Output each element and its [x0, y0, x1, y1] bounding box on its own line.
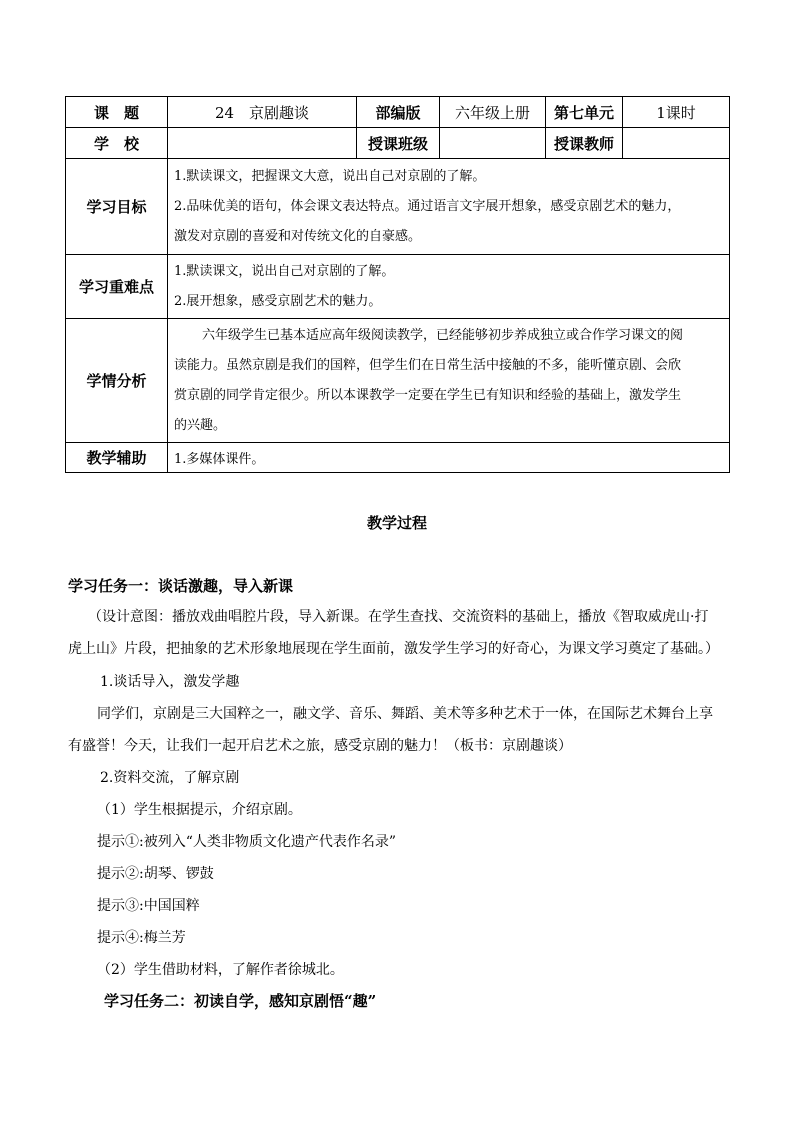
unit-cell: 第七单元 [546, 97, 623, 128]
goals-content [168, 159, 730, 255]
class-value [440, 128, 546, 159]
goals-line: 1.默读课文，把握课文大意，说出自己对京剧的了解。 [174, 168, 486, 184]
teacher-value [623, 128, 730, 159]
table-row [66, 443, 730, 473]
analysis-line: 的兴趣。 [174, 417, 227, 433]
hint-item: 提示①:被列入“人类非物质文化遗产代表作名录” [97, 834, 397, 850]
grade-cell: 六年级上册 [440, 97, 546, 128]
hint-item: 提示③:中国国粹 [97, 898, 200, 914]
topic-label: 课 题 [66, 97, 168, 128]
task1-heading: 学习任务一：谈话激趣，导入新课 [68, 577, 294, 595]
hours-cell: 1课时 [623, 97, 730, 128]
analysis-line: 六年级学生已基本适应高年级阅读教学，已经能够初步养成独立或合作学习课文的阅 [202, 327, 684, 343]
analysis-label: 学情分析 [66, 319, 168, 443]
sub2-line: （2）学生借助材料，了解作者徐城北。 [97, 962, 344, 978]
step2-heading: 2.资料交流，了解京剧 [100, 770, 240, 786]
aids-label: 教学辅助 [66, 443, 168, 473]
sub1-line: （1）学生根据提示，介绍京剧。 [97, 802, 302, 818]
school-label: 学 校 [66, 128, 168, 159]
table-row [66, 319, 730, 443]
goals-label: 学习目标 [66, 159, 168, 255]
class-label: 授课班级 [357, 128, 440, 159]
intro-line: 有盛誉！今天，让我们一起开启艺术之旅，感受京剧的魅力！（板书：京剧趣谈） [68, 738, 572, 754]
key-points-label: 学习重难点 [66, 255, 168, 319]
key-points-content [168, 255, 730, 319]
table-row [66, 255, 730, 319]
analysis-line: 读能力。虽然京剧是我们的国粹，但学生们在日常生活中接触的不多，能听懂京剧、会欣 [174, 357, 682, 373]
analysis-content [168, 319, 730, 443]
key-line: 1.默读课文，说出自己对京剧的了解。 [174, 263, 395, 279]
step1-heading: 1.谈话导入，激发学趣 [100, 674, 240, 690]
edition-cell: 部编版 [357, 97, 440, 128]
task2-heading: 学习任务二：初读自学，感知京剧悟“趣” [104, 992, 377, 1010]
goals-line: 2.品味优美的语句，体会课文表达特点。通过语言文字展开想象，感受京剧艺术的魅力， [174, 198, 681, 214]
key-line: 2.展开想象，感受京剧艺术的魅力。 [174, 293, 382, 309]
lesson-title: 24 京剧趣谈 [168, 97, 357, 128]
lesson-info-table [65, 96, 730, 473]
design-line: 虎上山》片段，把抽象的艺术形象地展现在学生面前，激发学生学习的好奇心，为课文学习奠定了基础。） [68, 641, 719, 657]
intro-line: 同学们，京剧是三大国粹之一，融文学、音乐、舞蹈、美术等多种艺术于一体，在国际艺术舞台上享 [97, 706, 713, 722]
aids-content: 1.多媒体课件。 [168, 443, 730, 473]
table-row [66, 159, 730, 255]
school-value [168, 128, 357, 159]
goals-line: 激发对京剧的喜爱和对传统文化的自豪感。 [174, 228, 422, 244]
hint-item: 提示④:梅兰芳 [97, 930, 186, 946]
teacher-label: 授课教师 [546, 128, 623, 159]
table-row [66, 97, 730, 128]
design-line: （设计意图：播放戏曲唱腔片段，导入新课。在学生查找、交流资料的基础上，播放《智取威虎山·打 [88, 609, 709, 625]
process-title: 教学过程 [366, 514, 427, 532]
analysis-line: 赏京剧的同学肯定很少。所以本课教学一定要在学生已有知识和经验的基础上，激发学生 [174, 387, 682, 403]
table-row [66, 128, 730, 159]
hint-item: 提示②:胡琴、锣鼓 [97, 866, 214, 882]
